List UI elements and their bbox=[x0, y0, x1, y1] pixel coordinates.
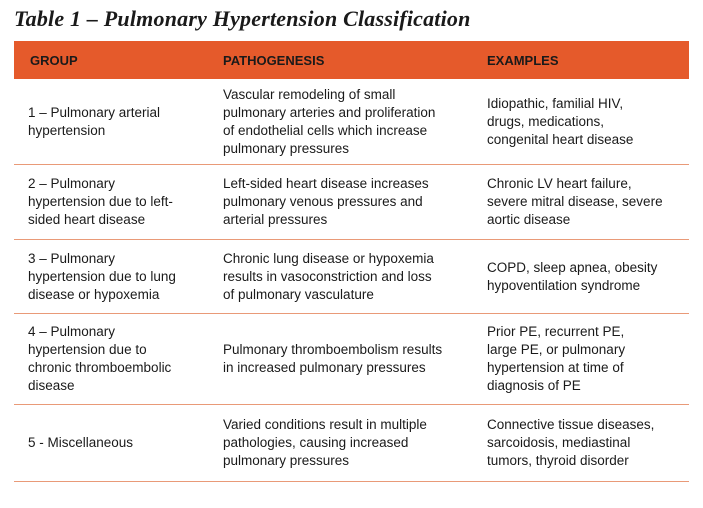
header-pathogenesis: PATHOGENESIS bbox=[223, 52, 325, 68]
group-cell: 5 - Miscellaneous bbox=[28, 435, 134, 450]
pathogenesis-cell: Vascular remodeling of small pulmonary arteries and proliferation of endothelial cells which increase pulmonary pressures bbox=[223, 86, 436, 156]
group-cell: 2 – Pulmonary hypertension due to left- sided heart disease bbox=[28, 176, 173, 227]
examples-cell: COPD, sleep apnea, obesity hypoventilation syndrome bbox=[487, 259, 658, 293]
group-cell: 1 – Pulmonary arterial hypertension bbox=[28, 104, 161, 138]
examples-cell: Prior PE, recurrent PE, large PE, or pulmonary hypertension at time of diagnosis of PE bbox=[487, 324, 626, 393]
pathogenesis-cell: Left-sided heart disease increases pulmonary venous pressures and arterial pressures bbox=[223, 176, 429, 227]
table-row bbox=[14, 240, 689, 314]
header-examples: EXAMPLES bbox=[487, 52, 559, 68]
table-row bbox=[14, 79, 689, 165]
classification-table bbox=[14, 41, 689, 482]
table-title: Table 1 – Pulmonary Hypertension Classification bbox=[14, 6, 471, 31]
examples-cell: Connective tissue diseases, sarcoidosis, mediastinal tumors, thyroid disorder bbox=[487, 417, 655, 468]
table-header-row bbox=[14, 41, 689, 79]
header-group: GROUP bbox=[30, 52, 78, 68]
table-row bbox=[14, 165, 689, 240]
examples-cell: Idiopathic, familial HIV, drugs, medications, congenital heart disease bbox=[487, 95, 634, 147]
examples-cell: Chronic LV heart failure, severe mitral disease, severe aortic disease bbox=[487, 176, 663, 227]
table-row bbox=[14, 405, 689, 482]
pathogenesis-cell: Chronic lung disease or hypoxemia results in vasoconstriction and loss of pulmonary vasculature bbox=[223, 250, 434, 302]
table-row bbox=[14, 314, 689, 405]
pathogenesis-cell: Pulmonary thromboembolism results in increased pulmonary pressures bbox=[223, 342, 443, 375]
group-cell: 3 – Pulmonary hypertension due to lung disease or hypoxemia bbox=[28, 250, 176, 302]
group-cell: 4 – Pulmonary hypertension due to chronic thromboembolic disease bbox=[28, 324, 172, 393]
pathogenesis-cell: Varied conditions result in multiple pathologies, causing increased pulmonary pressures bbox=[223, 417, 427, 468]
